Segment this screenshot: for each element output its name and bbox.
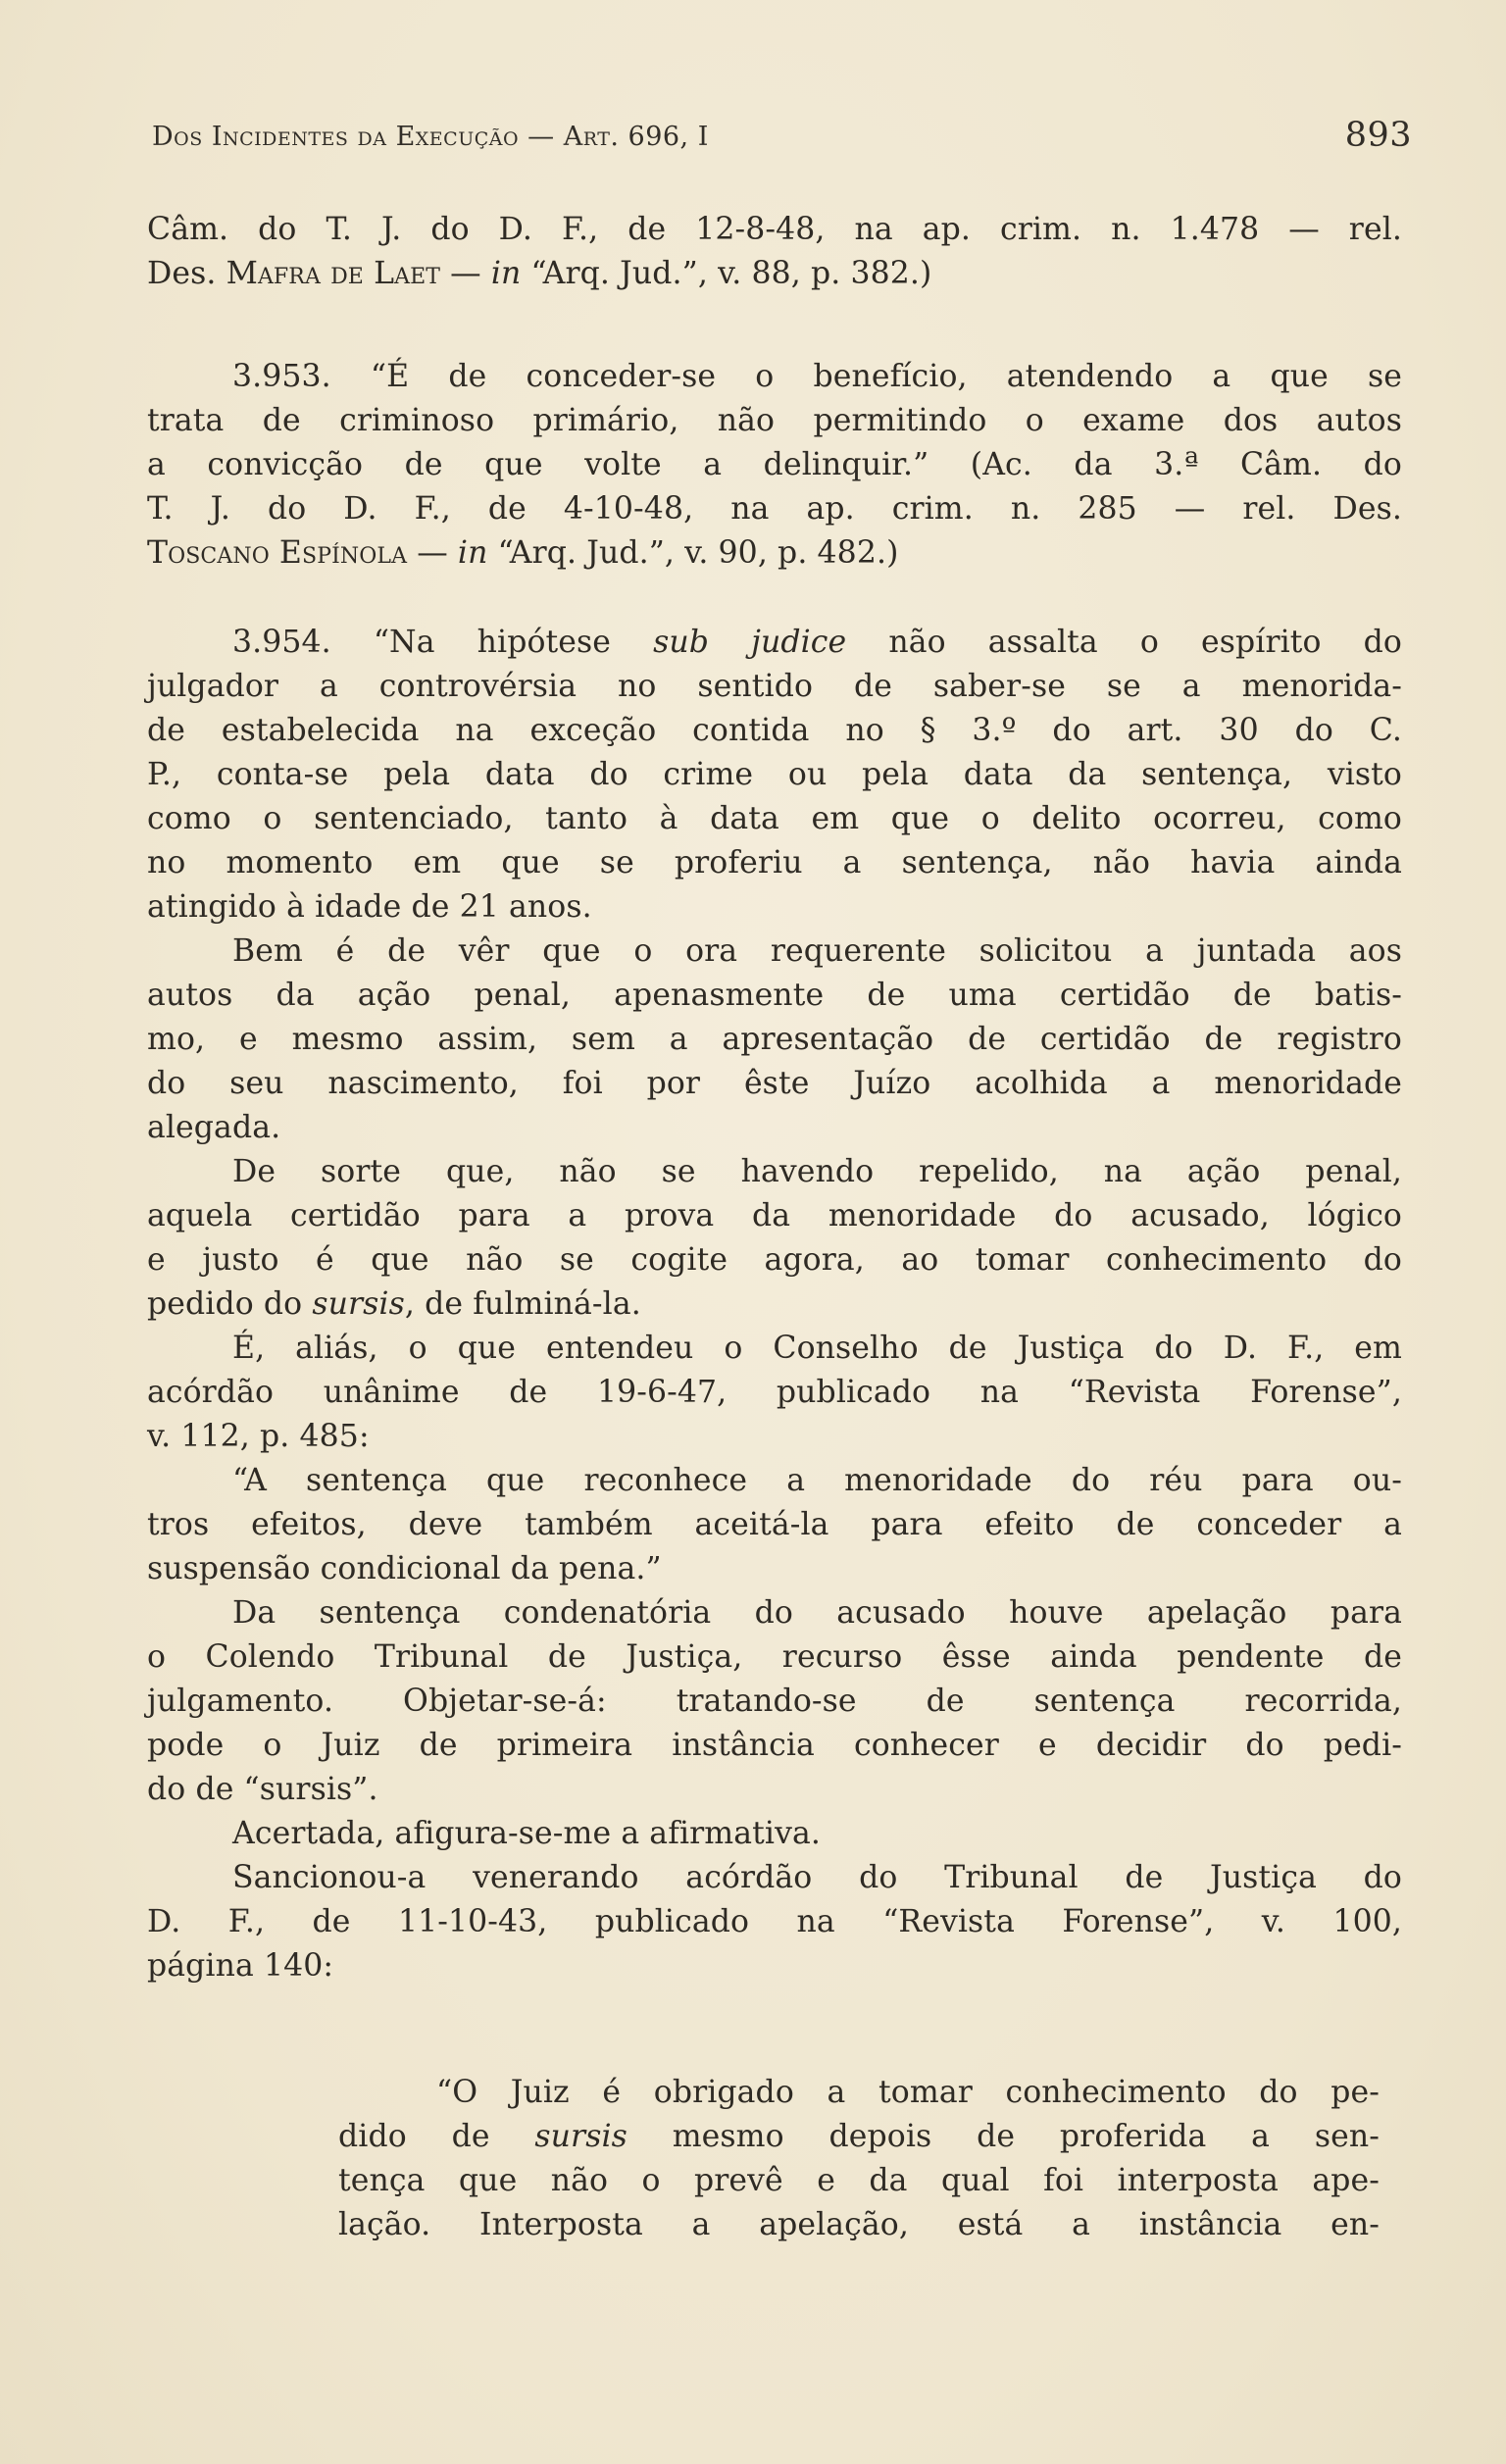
text-block-main xyxy=(147,621,1402,1988)
italic-term: sursis xyxy=(312,1286,405,1322)
paragraph-line: pode o Juiz de primeira instância conhecer e decidir do pedi- xyxy=(147,1728,1402,1763)
paragraph-line: mo, e mesmo assim, sem a apresentação de certidão de registro xyxy=(147,1022,1402,1057)
small-caps-name: Toscano Espínola xyxy=(147,535,408,571)
quote-line: tença que não o prevê e da qual foi interposta ape- xyxy=(338,2163,1380,2198)
paragraph-line: acórdão unânime de 19-6-47, publicado na “Revista Forense”, xyxy=(147,1375,1402,1410)
quote-line: suspensão condicional da pena.” xyxy=(147,1551,662,1586)
paragraph-line: trata de criminoso primário, não permitindo o exame dos autos xyxy=(147,403,1402,438)
block-quote xyxy=(338,2071,1380,2247)
paragraph-line: Toscano Espínola — in “Arq. Jud.”, v. 90, p. 482.) xyxy=(147,535,899,571)
paragraph-line: julgador a controvérsia no sentido de saber-se se a menorida- xyxy=(147,669,1402,704)
paragraph-line: P., conta-se pela data do crime ou pela data da sentença, visto xyxy=(147,757,1402,792)
running-head xyxy=(152,116,1412,159)
paragraph-line: Des. Mafra de Laet — in “Arq. Jud.”, v. 88, p. 382.) xyxy=(147,256,932,291)
paragraph-line: alegada. xyxy=(147,1110,281,1145)
paragraph-line: Da sentença condenatória do acusado houve apelação para xyxy=(232,1595,1402,1631)
paragraph-line: Acertada, afigura-se-me a afirmativa. xyxy=(232,1816,821,1851)
page-number: 893 xyxy=(1344,116,1412,155)
quote-line: tros efeitos, deve também aceitá-la para efeito de conceder a xyxy=(147,1507,1402,1542)
paragraph-line: T. J. do D. F., de 4-10-48, na ap. crim. n. 285 — rel. Des. xyxy=(147,491,1402,527)
paragraph-line: o Colendo Tribunal de Justiça, recurso êsse ainda pendente de xyxy=(147,1639,1402,1675)
quote-line: lação. Interposta a apelação, está a instância en- xyxy=(338,2207,1380,2242)
small-caps-name: Mafra de Laet xyxy=(226,256,441,291)
paragraph-line: autos da ação penal, apenasmente de uma certidão de batis- xyxy=(147,978,1402,1013)
paragraph-line: atingido à idade de 21 anos. xyxy=(147,889,592,925)
paragraph-line: É, aliás, o que entendeu o Conselho de Justiça do D. F., em xyxy=(232,1331,1402,1366)
paragraph-line: como o sentenciado, tanto à data em que o delito ocorreu, como xyxy=(147,801,1402,836)
paragraph-line: pedido do sursis, de fulminá-la. xyxy=(147,1286,641,1322)
paragraph-line: de estabelecida na exceção contida no § 3.º do art. 30 do C. xyxy=(147,713,1402,748)
paragraph-line: no momento em que se proferiu a sentença, não havia ainda xyxy=(147,845,1402,880)
paragraph-line: julgamento. Objetar-se-á: tratando-se de sentença recorrida, xyxy=(147,1684,1402,1719)
quote-line: “A sentença que reconhece a menoridade do réu para ou- xyxy=(232,1463,1402,1498)
paragraph-line: 3.954. “Na hipótese sub judice não assalta o espírito do xyxy=(232,625,1402,660)
text-block-3953 xyxy=(147,355,1402,576)
paragraph-line: Bem é de vêr que o ora requerente solicitou a juntada aos xyxy=(232,933,1402,969)
quote-line: dido de sursis mesmo depois de proferida a sen- xyxy=(338,2119,1380,2154)
quote-line: “O Juiz é obrigado a tomar conhecimento do pe- xyxy=(436,2075,1380,2110)
paragraph-line: 3.953. “É de conceder-se o benefício, atendendo a que se xyxy=(232,359,1402,394)
paragraph-line: Sancionou-a venerando acórdão do Tribunal de Justiça do xyxy=(232,1860,1402,1895)
paragraph-line: página 140: xyxy=(147,1948,334,1984)
paragraph-line: v. 112, p. 485: xyxy=(147,1419,370,1454)
italic-term: sub judice xyxy=(653,625,847,660)
italic-term: in xyxy=(457,535,488,571)
paragraph-line: D. F., de 11-10-43, publicado na “Revista Forense”, v. 100, xyxy=(147,1904,1402,1939)
paragraph-line: e justo é que não se cogite agora, ao tomar conhecimento do xyxy=(147,1242,1402,1278)
paragraph-line: De sorte que, não se havendo repelido, na ação penal, xyxy=(232,1154,1402,1189)
paragraph-line: a convicção de que volte a delinquir.” (Ac. da 3.ª Câm. do xyxy=(147,447,1402,482)
italic-term: in xyxy=(490,256,522,291)
italic-term: sursis xyxy=(534,2119,628,2154)
paragraph-line: aquela certidão para a prova da menoridade do acusado, lógico xyxy=(147,1198,1402,1233)
text-block-upper xyxy=(147,208,1402,296)
paragraph-line: do seu nascimento, foi por êste Juízo acolhida a menoridade xyxy=(147,1066,1402,1101)
paragraph-line: do de “sursis”. xyxy=(147,1772,378,1807)
paragraph-line: Câm. do T. J. do D. F., de 12-8-48, na ap. crim. n. 1.478 — rel. xyxy=(147,212,1402,247)
running-head-title: Dos Incidentes da Execução — Art. 696, I xyxy=(152,122,709,152)
